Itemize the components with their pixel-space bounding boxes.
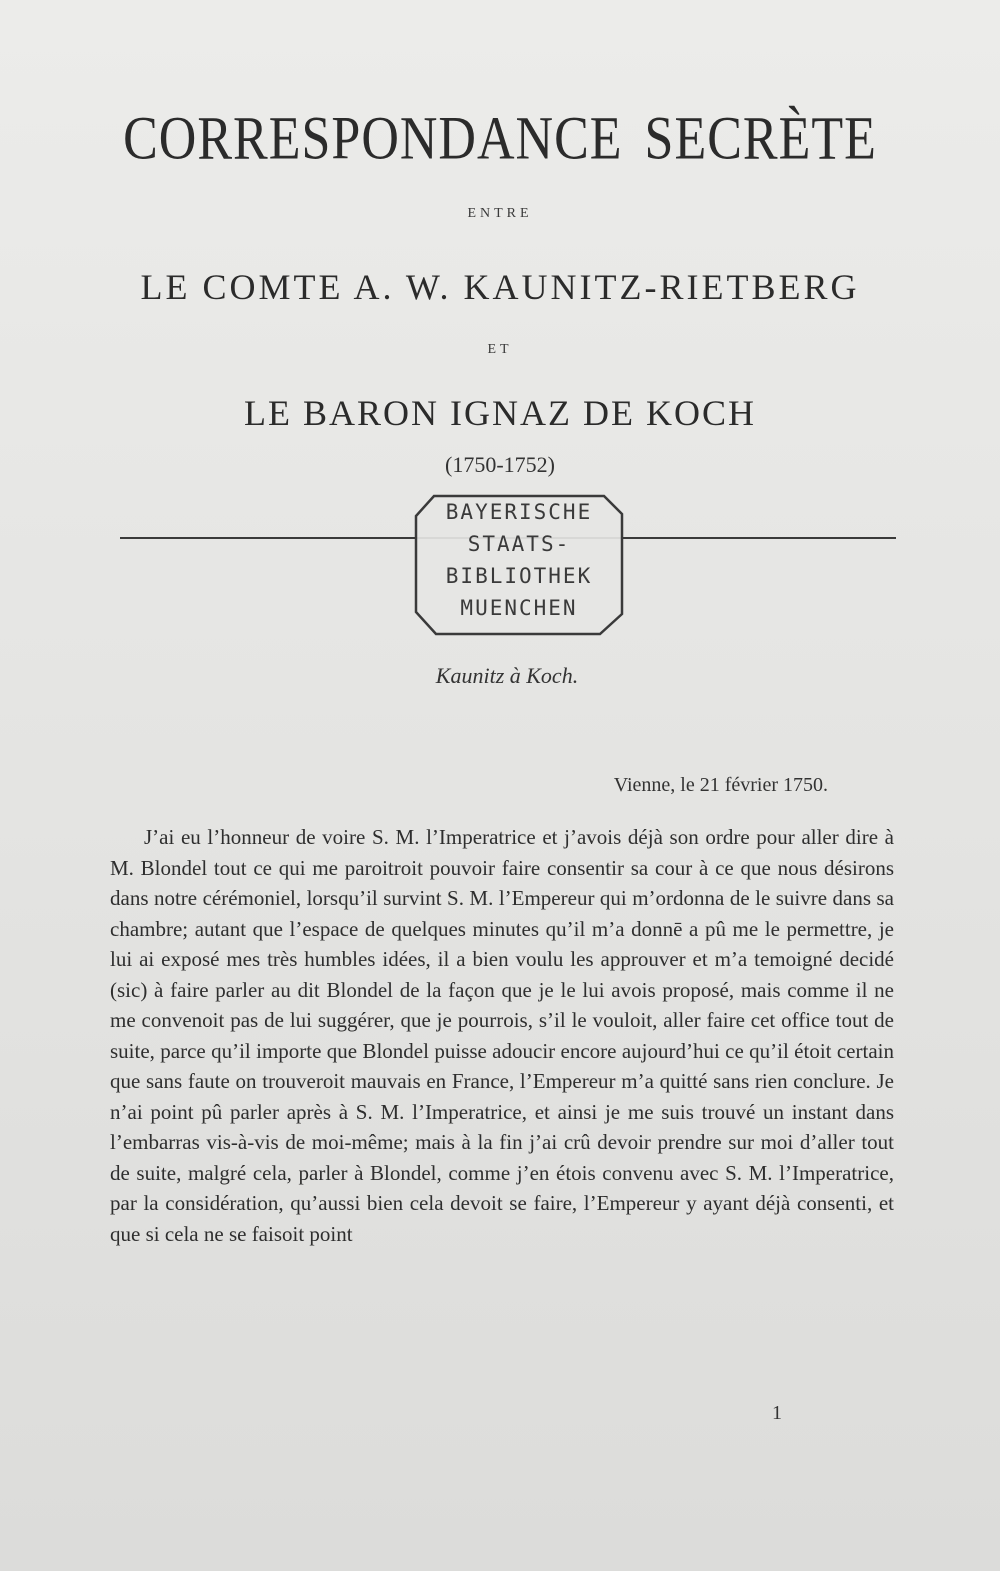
party-1-name: LE COMTE A. W. KAUNITZ-RIETBERG [140,267,860,307]
title-word-1: CORRESPONDANCE [123,105,623,173]
letter-dateline: Vienne, le 21 février 1750. [613,774,828,796]
et-label: ET [487,342,513,357]
party-2-name: LE BARON IGNAZ DE KOCH [244,393,756,433]
stamp-line-2: STAATS- [467,532,571,556]
entre-label: ENTRE [467,206,533,221]
stamp-line-4: MUENCHEN [460,596,578,620]
stamp-line-3: BIBLIOTHEK [445,564,593,588]
title-word-2: SECRÈTE [644,105,877,173]
page-number: 1 [772,1402,782,1424]
letter-heading: Kaunitz à Koch. [435,663,579,688]
library-stamp [412,492,626,638]
stamp-line-1: BAYERISCHE [445,500,593,524]
years-range: (1750-1752) [445,452,555,477]
letter-body [110,822,894,1249]
document-title [0,104,1000,174]
body-paragraph: J’ai eu l’honneur de voire S. M. l’Imperatrice et j’avois déjà son ordre pour aller dire à M. Blondel tout ce qui me paroitroit pouvoir faire consentir sa cour à ce que nous désirons dans notre cérémoniel, lorsqu’il survint S. M. l’Empereur qui m’ordonna de le suivre dans sa chambre; autant que l’espace de quelques minutes qu’il m’a donnē a pû me le permettre, je lui ai exposé mes très humbles idées, il a bien voulu les approuver et m’a temoigné decidé (sic) à faire parler au dit Blondel de la façon que je le lui avois proposé, mais comme il ne me convenoit pas de lui suggérer, que je pourrois, s’il le vouloit, aller faire cet office tout de suite, parce qu’il importe que Blondel puisse adoucir encore aujourd’hui ce qu’il étoit certain que sans faute on trouveroit mauvais en France, l’Empereur m’a quitté sans rien conclure. Je n’ai point pû parler après à S. M. l’Imperatrice, et ainsi je me suis trouvé un instant dans l’embarras vis-à-vis de moi-même; mais à la fin j’ai crû devoir prendre sur moi d’aller tout de suite, malgré cela, parler à Blondel, comme j’en étois convenu avec S. M. l’Imperatrice, par la considération, qu’aussi bien cela devoit se faire, l’Empereur y ayant déjà consenti, et que si cela ne se faisoit point [110,825,894,1246]
